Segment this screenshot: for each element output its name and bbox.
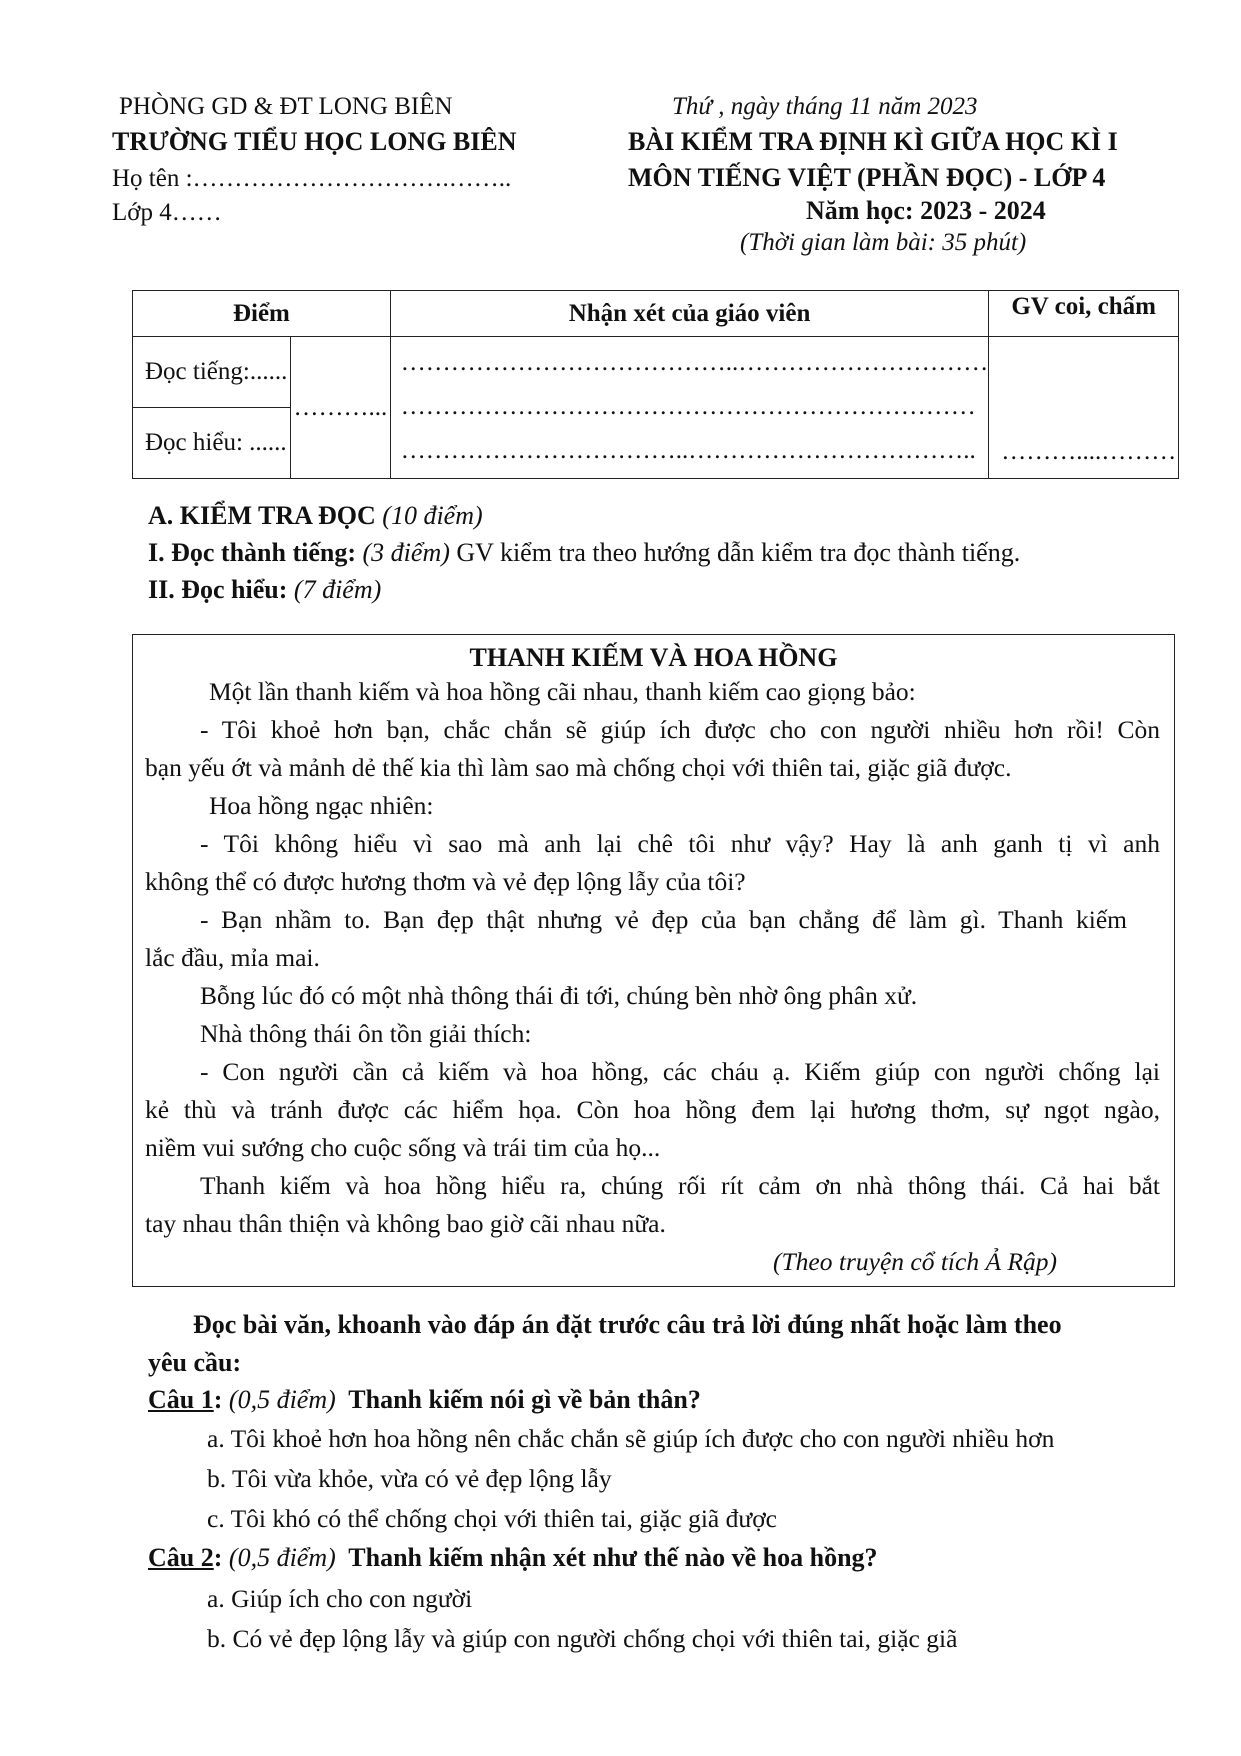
passage-line: tay nhau thân thiện và không bao giờ cãi nhau nữa.	[145, 1209, 666, 1238]
passage-line: kẻ thù và tránh được các hiểm họa. Còn hoa hồng đem lại hương thơm, sự ngọt ngào,	[145, 1095, 1160, 1124]
passage-title: THANH KIẾM VÀ HOA HỒNG	[469, 643, 838, 672]
passage-line: - Bạn nhầm to. Bạn đẹp thật nhưng vẻ đẹp của bạn chẳng để làm gì. Thanh kiếm	[200, 905, 1127, 934]
section-a-title: A. KIỂM TRA ĐỌC	[148, 501, 376, 530]
section-2-heading	[148, 575, 381, 605]
passage-line: lắc đầu, mỉa mai.	[145, 943, 320, 972]
instruction-line-2: yêu cầu:	[148, 1348, 242, 1377]
exam-subject: MÔN TIẾNG VIỆT (PHẦN ĐỌC) - LỚP 4	[628, 163, 1106, 192]
section-1-heading	[148, 538, 1020, 568]
passage-line: Bỗng lúc đó có một nhà thông thái đi tới, chúng bèn nhờ ông phân xử.	[200, 981, 918, 1010]
score-table	[132, 290, 1179, 479]
school-name: TRƯỜNG TIỂU HỌC LONG BIÊN	[112, 127, 517, 156]
question-1-points: (0,5 điểm)	[228, 1385, 336, 1414]
passage-line: bạn yếu ớt và mảnh dẻ thế kia thì làm sao mà chống chọi với thiên tai, giặc giã được.	[145, 753, 1012, 782]
passage-line: không thể có được hương thơm và vẻ đẹp lộng lẫy của tôi?	[145, 867, 746, 896]
score-header: Điểm	[133, 291, 391, 337]
question-2-points: (0,5 điểm)	[228, 1543, 336, 1572]
passage-line: - Tôi không hiểu vì sao mà anh lại chê tôi như vậy? Hay là anh ganh tị vì anh	[200, 829, 1160, 858]
passage-line: Thanh kiếm và hoa hồng hiểu ra, chúng rối rít cảm ơn nhà thông thái. Cả hai bắt	[200, 1171, 1160, 1200]
student-name-field: Họ tên :………………………….……..	[112, 165, 512, 192]
grader-header: GV coi, chấm	[989, 291, 1179, 337]
question-2-text: Thanh kiếm nhận xét như thế nào về hoa hồng?	[348, 1543, 878, 1572]
question-1-option-b[interactable]: b. Tôi vừa khỏe, vừa có vẻ đẹp lộng lẫy	[207, 1464, 612, 1493]
reading-aloud-score: Đọc tiếng:......	[133, 337, 291, 408]
passage-source: (Theo truyện cổ tích Ả Rập)	[773, 1247, 1057, 1276]
section-a-heading	[148, 501, 483, 531]
date-line: Thứ , ngày tháng 11 năm 2023	[672, 93, 978, 120]
question-1-option-a[interactable]: a. Tôi khoẻ hơn hoa hồng nên chắc chắn sẽ giúp ích được cho con người nhiều hơn	[207, 1424, 1055, 1453]
reading-passage-box	[132, 634, 1175, 1287]
question-2-option-b[interactable]: b. Có vẻ đẹp lộng lẫy và giúp con người chống chọi với thiên tai, giặc giã	[207, 1624, 958, 1653]
question-2-option-a[interactable]: a. Giúp ích cho con người	[207, 1584, 473, 1613]
department-name: PHÒNG GD & ĐT LONG BIÊN	[119, 93, 453, 120]
passage-line: - Con người cần cả kiếm và hoa hồng, các cháu ạ. Kiếm giúp con người chống lại	[200, 1057, 1160, 1086]
teacher-comment-box	[390, 337, 989, 479]
reading-comprehension-score: Đọc hiểu: ......	[133, 408, 291, 479]
question-1-text: Thanh kiếm nói gì về bản thân?	[348, 1385, 701, 1414]
passage-line: niềm vui sướng cho cuộc sống và trái tim của họ...	[145, 1133, 661, 1162]
section-a-points: (10 điểm)	[382, 501, 483, 530]
exam-duration: (Thời gian làm bài: 35 phút)	[740, 229, 1027, 256]
student-class-field: Lớp 4……	[112, 199, 222, 226]
comment-header: Nhận xét của giáo viên	[390, 291, 989, 337]
passage-line: Một lần thanh kiếm và hoa hồng cãi nhau, thanh kiếm cao giọng bảo:	[209, 677, 916, 706]
question-1-option-c[interactable]: c. Tôi khó có thể chống chọi với thiên tai, giặc giã được	[207, 1504, 778, 1533]
comment-line: …………………………………..…………………………	[400, 349, 989, 376]
section-2-title: II. Đọc hiểu:	[148, 575, 288, 604]
grader-signature: ………....………	[989, 337, 1179, 479]
question-2: Câu 2: (0,5 điểm) Thanh kiếm nhận xét như thế nào về hoa hồng?	[148, 1543, 878, 1572]
total-score: ………...	[290, 337, 390, 479]
passage-line: Hoa hồng ngạc nhiên:	[209, 791, 434, 820]
section-1-title: I. Đọc thành tiếng:	[148, 538, 357, 567]
section-1-text: GV kiểm tra theo hướng dẫn kiểm tra đọc thành tiếng.	[456, 538, 1021, 567]
section-2-points: (7 điểm)	[293, 575, 382, 604]
instruction-line-1: Đọc bài văn, khoanh vào đáp án đặt trước câu trả lời đúng nhất hoặc làm theo	[193, 1310, 1062, 1339]
section-1-points: (3 điểm)	[362, 538, 450, 567]
passage-line: Nhà thông thái ôn tồn giải thích:	[200, 1019, 532, 1048]
comment-line: ……………………………………………………………	[400, 393, 976, 420]
question-1-label: Câu 1	[148, 1385, 214, 1414]
comment-line: ……………………………..……………………………..	[400, 437, 976, 464]
question-1: Câu 1: (0,5 điểm) Thanh kiếm nói gì về bản thân?	[148, 1385, 701, 1414]
question-2-label: Câu 2	[148, 1543, 214, 1572]
exam-title: BÀI KIỂM TRA ĐỊNH KÌ GIỮA HỌC KÌ I	[628, 127, 1118, 156]
passage-line: - Tôi khoẻ hơn bạn, chắc chắn sẽ giúp ích được cho con người nhiều hơn rồi! Còn	[200, 715, 1160, 744]
school-year: Năm học: 2023 - 2024	[806, 196, 1046, 225]
